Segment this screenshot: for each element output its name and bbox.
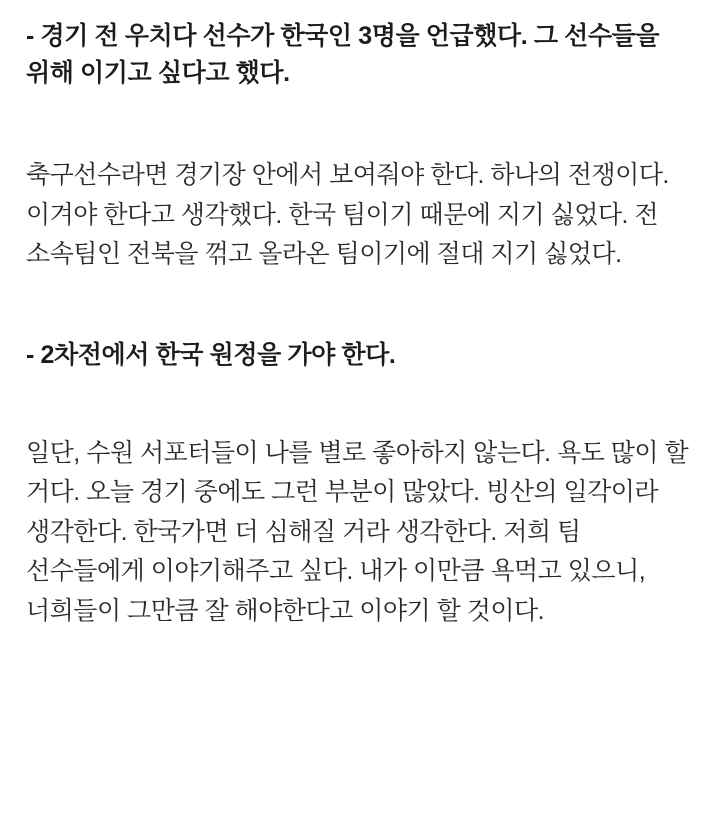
interview-question-1: - 경기 전 우치다 선수가 한국인 3명을 언급했다. 그 선수들을 위해 이기고 싶다고 했다. (26, 22, 660, 87)
interview-answer-1: 축구선수라면 경기장 안에서 보여줘야 한다. 하나의 전쟁이다. 이겨야 한다고 생각했다. 한국 팀이기 때문에 지기 싫었다. 전 소속팀인 전북을 꺾고 올라온 팀이기에 절대 지기 싫었다. (26, 161, 669, 268)
interview-question-2: - 2차전에서 한국 원정을 가야 한다. (26, 340, 396, 369)
paragraph-spacer (26, 92, 694, 156)
interview-answer-2: 일단, 수원 서포터들이 나를 별로 좋아하지 않는다. 욕도 많이 할 거다. 오늘 경기 중에도 그런 부분이 많았다. 빙산의 일각이라 생각한다. 한국가면 더 심해질 거라 생각한다. 저희 팀 선수들에게 이야기해주고 싶다. 내가 이만큼 욕먹고 있으니, 너희들이 그만큼 잘 해야한다고 이야기 할 것이다. (26, 438, 689, 625)
paragraph-spacer (26, 374, 694, 434)
paragraph-spacer (26, 275, 694, 337)
